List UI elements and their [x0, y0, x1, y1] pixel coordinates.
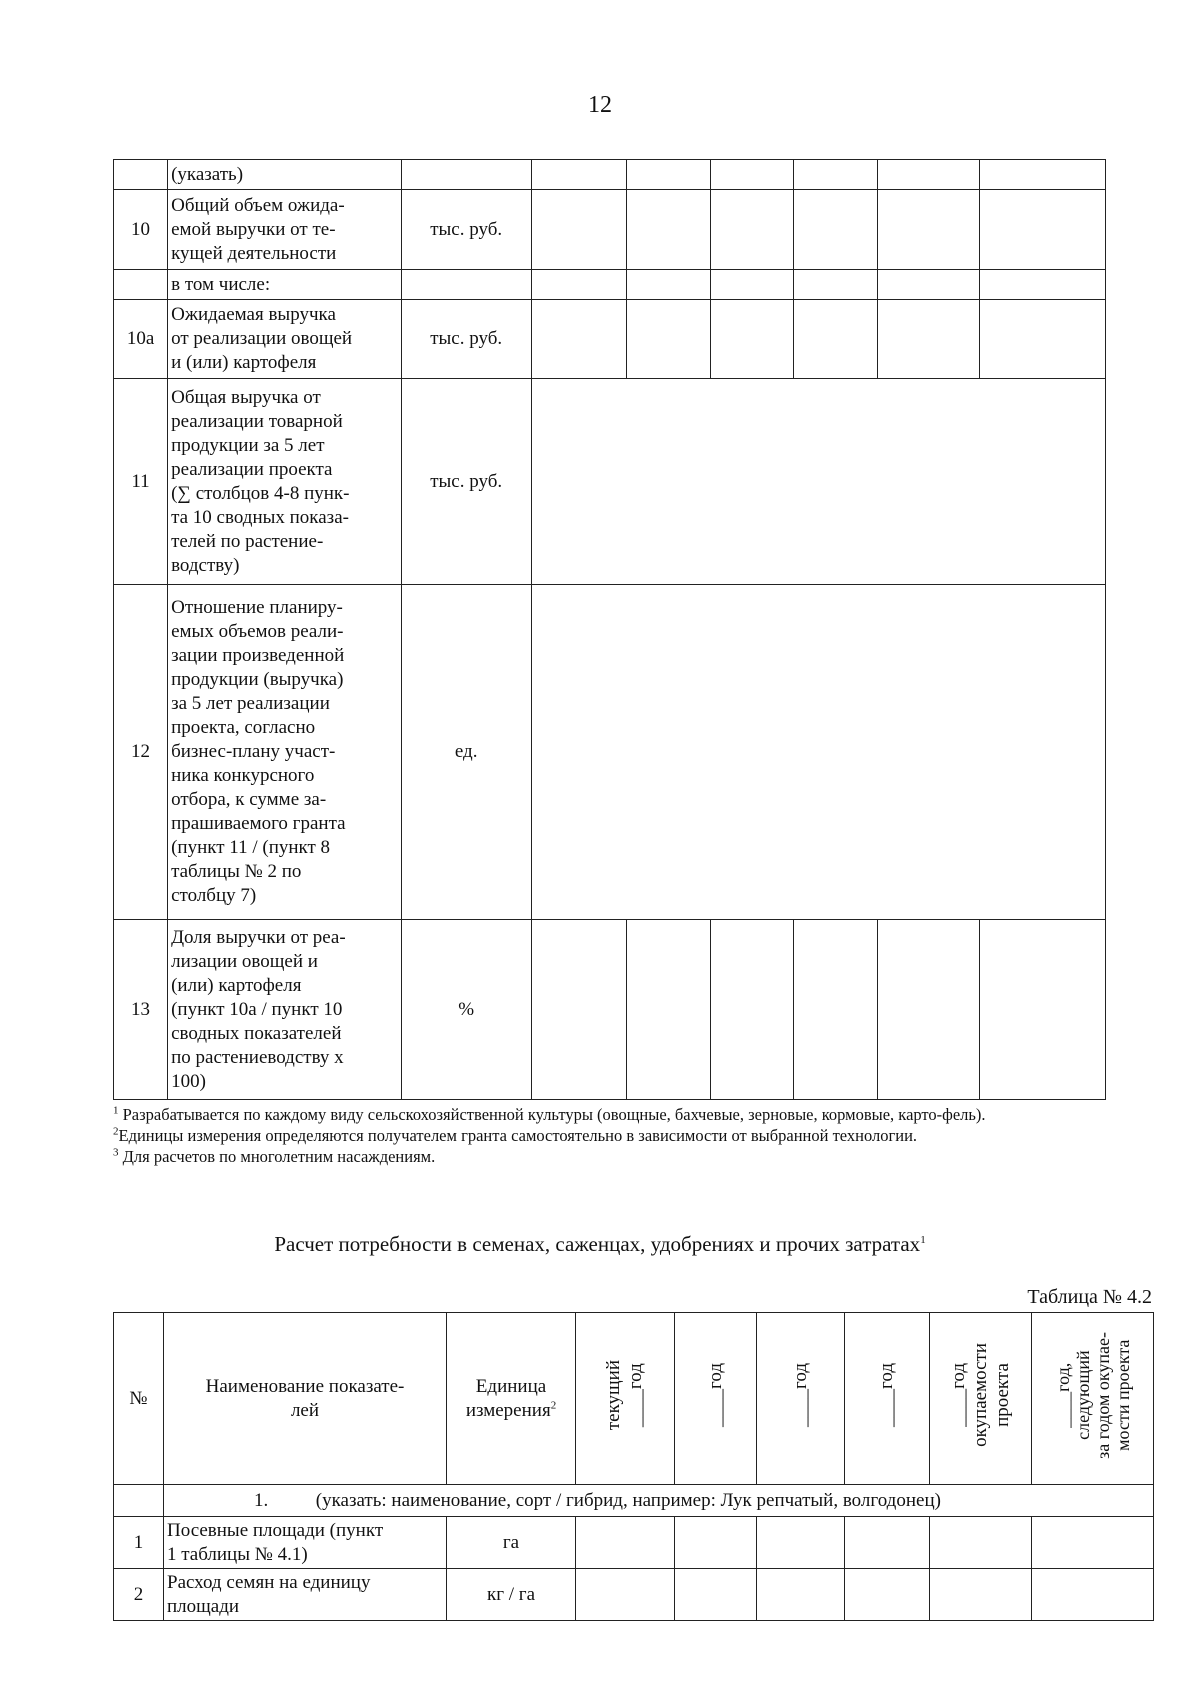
table-row — [114, 920, 1106, 1100]
table-cell — [711, 270, 794, 300]
row-unit: тыс. руб. — [401, 190, 531, 270]
header-unit — [447, 1313, 576, 1485]
year-label: текущий ____год — [603, 1359, 646, 1431]
table-row — [114, 300, 1106, 379]
table-cell — [794, 270, 878, 300]
table-cell — [878, 920, 979, 1100]
row-number: 10 — [114, 190, 168, 270]
year-label: ____год — [789, 1363, 811, 1427]
row-number — [114, 160, 168, 190]
footnote-text: Для расчетов по многолетним насаждениям. — [118, 1147, 436, 1166]
table-row — [114, 585, 1106, 920]
table-header-row — [114, 1313, 1154, 1485]
indicator-table — [113, 159, 1106, 1100]
table-cell — [1032, 1569, 1154, 1621]
row-number: 12 — [114, 585, 168, 920]
row-number: 1 — [114, 1517, 164, 1569]
row-unit: ед. — [401, 585, 531, 920]
footnote — [113, 1146, 1153, 1167]
merged-cell — [531, 379, 1105, 585]
table-cell — [531, 300, 626, 379]
row-name: Расход семян на единицу площади — [164, 1569, 447, 1621]
row-unit: кг / га — [447, 1569, 576, 1621]
table-cell — [627, 300, 711, 379]
header-year — [1032, 1313, 1154, 1485]
table-row — [114, 190, 1106, 270]
footnote-mark: 2 — [113, 1125, 119, 1138]
table-cell — [845, 1517, 930, 1569]
table-cell — [757, 1569, 845, 1621]
table-caption: Таблица № 4.2 — [1027, 1286, 1152, 1308]
header-unit-text: Единица измерения — [465, 1375, 551, 1421]
table-cell — [627, 190, 711, 270]
table-cell — [627, 160, 711, 190]
header-year — [845, 1313, 930, 1485]
row-name: Общая выручка от реализации товарной продукции за 5 лет реализации проекта (∑ столбцов 4-8 пунк- та 10 сводных показа- телей по растение- водству) — [168, 379, 401, 585]
row-unit — [401, 270, 531, 300]
requirements-table — [113, 1312, 1154, 1621]
header-year — [576, 1313, 675, 1485]
table-row — [114, 1569, 1154, 1621]
year-label: ____год окупаемости проекта — [947, 1343, 1013, 1447]
row-number: 10а — [114, 300, 168, 379]
footnote-text: Единицы измерения определяются получателем гранта самостоятельно в зависимости от выбранной технологии. — [118, 1126, 918, 1145]
table-cell — [531, 920, 626, 1100]
row-unit: га — [447, 1517, 576, 1569]
table-cell — [114, 1485, 164, 1517]
row-number: 11 — [114, 379, 168, 585]
table-cell — [711, 190, 794, 270]
section-heading-text: Расчет потребности в семенах, саженцах, удобрениях и прочих затратах — [274, 1232, 921, 1256]
footnote-text: Разрабатывается по каждому виду сельскохозяйственной культуры (овощные, бахчевые, зерновые, кормовые, карто-фель). — [118, 1105, 986, 1124]
header-name: Наименование показате- лей — [164, 1313, 447, 1485]
page-number: 12 — [588, 92, 612, 118]
footnote-mark: 1 — [113, 1104, 119, 1117]
row-number — [114, 270, 168, 300]
table-cell — [979, 300, 1105, 379]
section-heading-mark: 1 — [920, 1234, 926, 1246]
section-heading — [0, 1232, 1200, 1257]
table-cell — [531, 160, 626, 190]
footnote — [113, 1104, 1153, 1125]
row-number: 13 — [114, 920, 168, 1100]
year-label: ____год, следующий за годом окупае- мости проекта — [1052, 1331, 1133, 1459]
group-row — [114, 1485, 1154, 1517]
table-cell — [979, 270, 1105, 300]
header-year — [757, 1313, 845, 1485]
header-year — [930, 1313, 1032, 1485]
row-name: Общий объем ожида- емой выручки от те- кущей деятельности — [168, 190, 401, 270]
table-cell — [878, 160, 979, 190]
row-name: (указать) — [168, 160, 401, 190]
row-unit: тыс. руб. — [401, 300, 531, 379]
header-unit-mark: 2 — [550, 1399, 557, 1412]
table-cell — [794, 160, 878, 190]
row-name: Посевные площади (пункт 1 таблицы № 4.1) — [164, 1517, 447, 1569]
table-cell — [627, 270, 711, 300]
table-cell — [675, 1569, 757, 1621]
table-cell — [794, 300, 878, 379]
table-cell — [711, 920, 794, 1100]
table-cell — [878, 300, 979, 379]
year-label: ____год — [876, 1363, 897, 1427]
table-cell — [757, 1517, 845, 1569]
group-row-text: 1. (указать: наименование, сорт / гибрид, например: Лук репчатый, волгодонец) — [164, 1485, 1154, 1517]
table-row — [114, 1517, 1154, 1569]
header-number: № — [114, 1313, 164, 1485]
table-cell — [930, 1517, 1032, 1569]
table-cell — [979, 160, 1105, 190]
table-cell — [1032, 1517, 1154, 1569]
table-cell — [794, 190, 878, 270]
table-cell — [878, 190, 979, 270]
header-year — [675, 1313, 757, 1485]
row-name: Отношение планиру- емых объемов реали- зации произведенной продукции (выручка) за 5 лет реализации проекта, согласно бизнес-плану участ- ника конкурсного отбора, к сумме за- прашиваемого гранта (пункт 11 / (пункт 8 таблицы № 2 по столбцу 7) — [168, 585, 401, 920]
footnote-mark: 3 — [113, 1146, 119, 1159]
table-cell — [531, 190, 626, 270]
row-name: Ожидаемая выручка от реализации овощей и (или) картофеля — [168, 300, 401, 379]
table-cell — [627, 920, 711, 1100]
row-unit: % — [401, 920, 531, 1100]
footnotes — [113, 1104, 1153, 1167]
row-unit: тыс. руб. — [401, 379, 531, 585]
table-cell — [576, 1517, 675, 1569]
footnote — [113, 1125, 1153, 1146]
year-label: ____год — [704, 1363, 726, 1427]
table-cell — [979, 920, 1105, 1100]
table-cell — [845, 1569, 930, 1621]
merged-cell — [531, 585, 1105, 920]
table-cell — [878, 270, 979, 300]
table-cell — [794, 920, 878, 1100]
table-cell — [675, 1517, 757, 1569]
table-cell — [576, 1569, 675, 1621]
row-unit — [401, 160, 531, 190]
row-name: Доля выручки от реа- лизации овощей и (или) картофеля (пункт 10а / пункт 10 сводных показателей по растениеводству х 100) — [168, 920, 401, 1100]
table-cell — [930, 1569, 1032, 1621]
row-name: в том числе: — [168, 270, 401, 300]
table-row — [114, 379, 1106, 585]
table-cell — [711, 300, 794, 379]
table-cell — [531, 270, 626, 300]
row-number: 2 — [114, 1569, 164, 1621]
table-cell — [711, 160, 794, 190]
table-row — [114, 160, 1106, 190]
table-row — [114, 270, 1106, 300]
table-cell — [979, 190, 1105, 270]
